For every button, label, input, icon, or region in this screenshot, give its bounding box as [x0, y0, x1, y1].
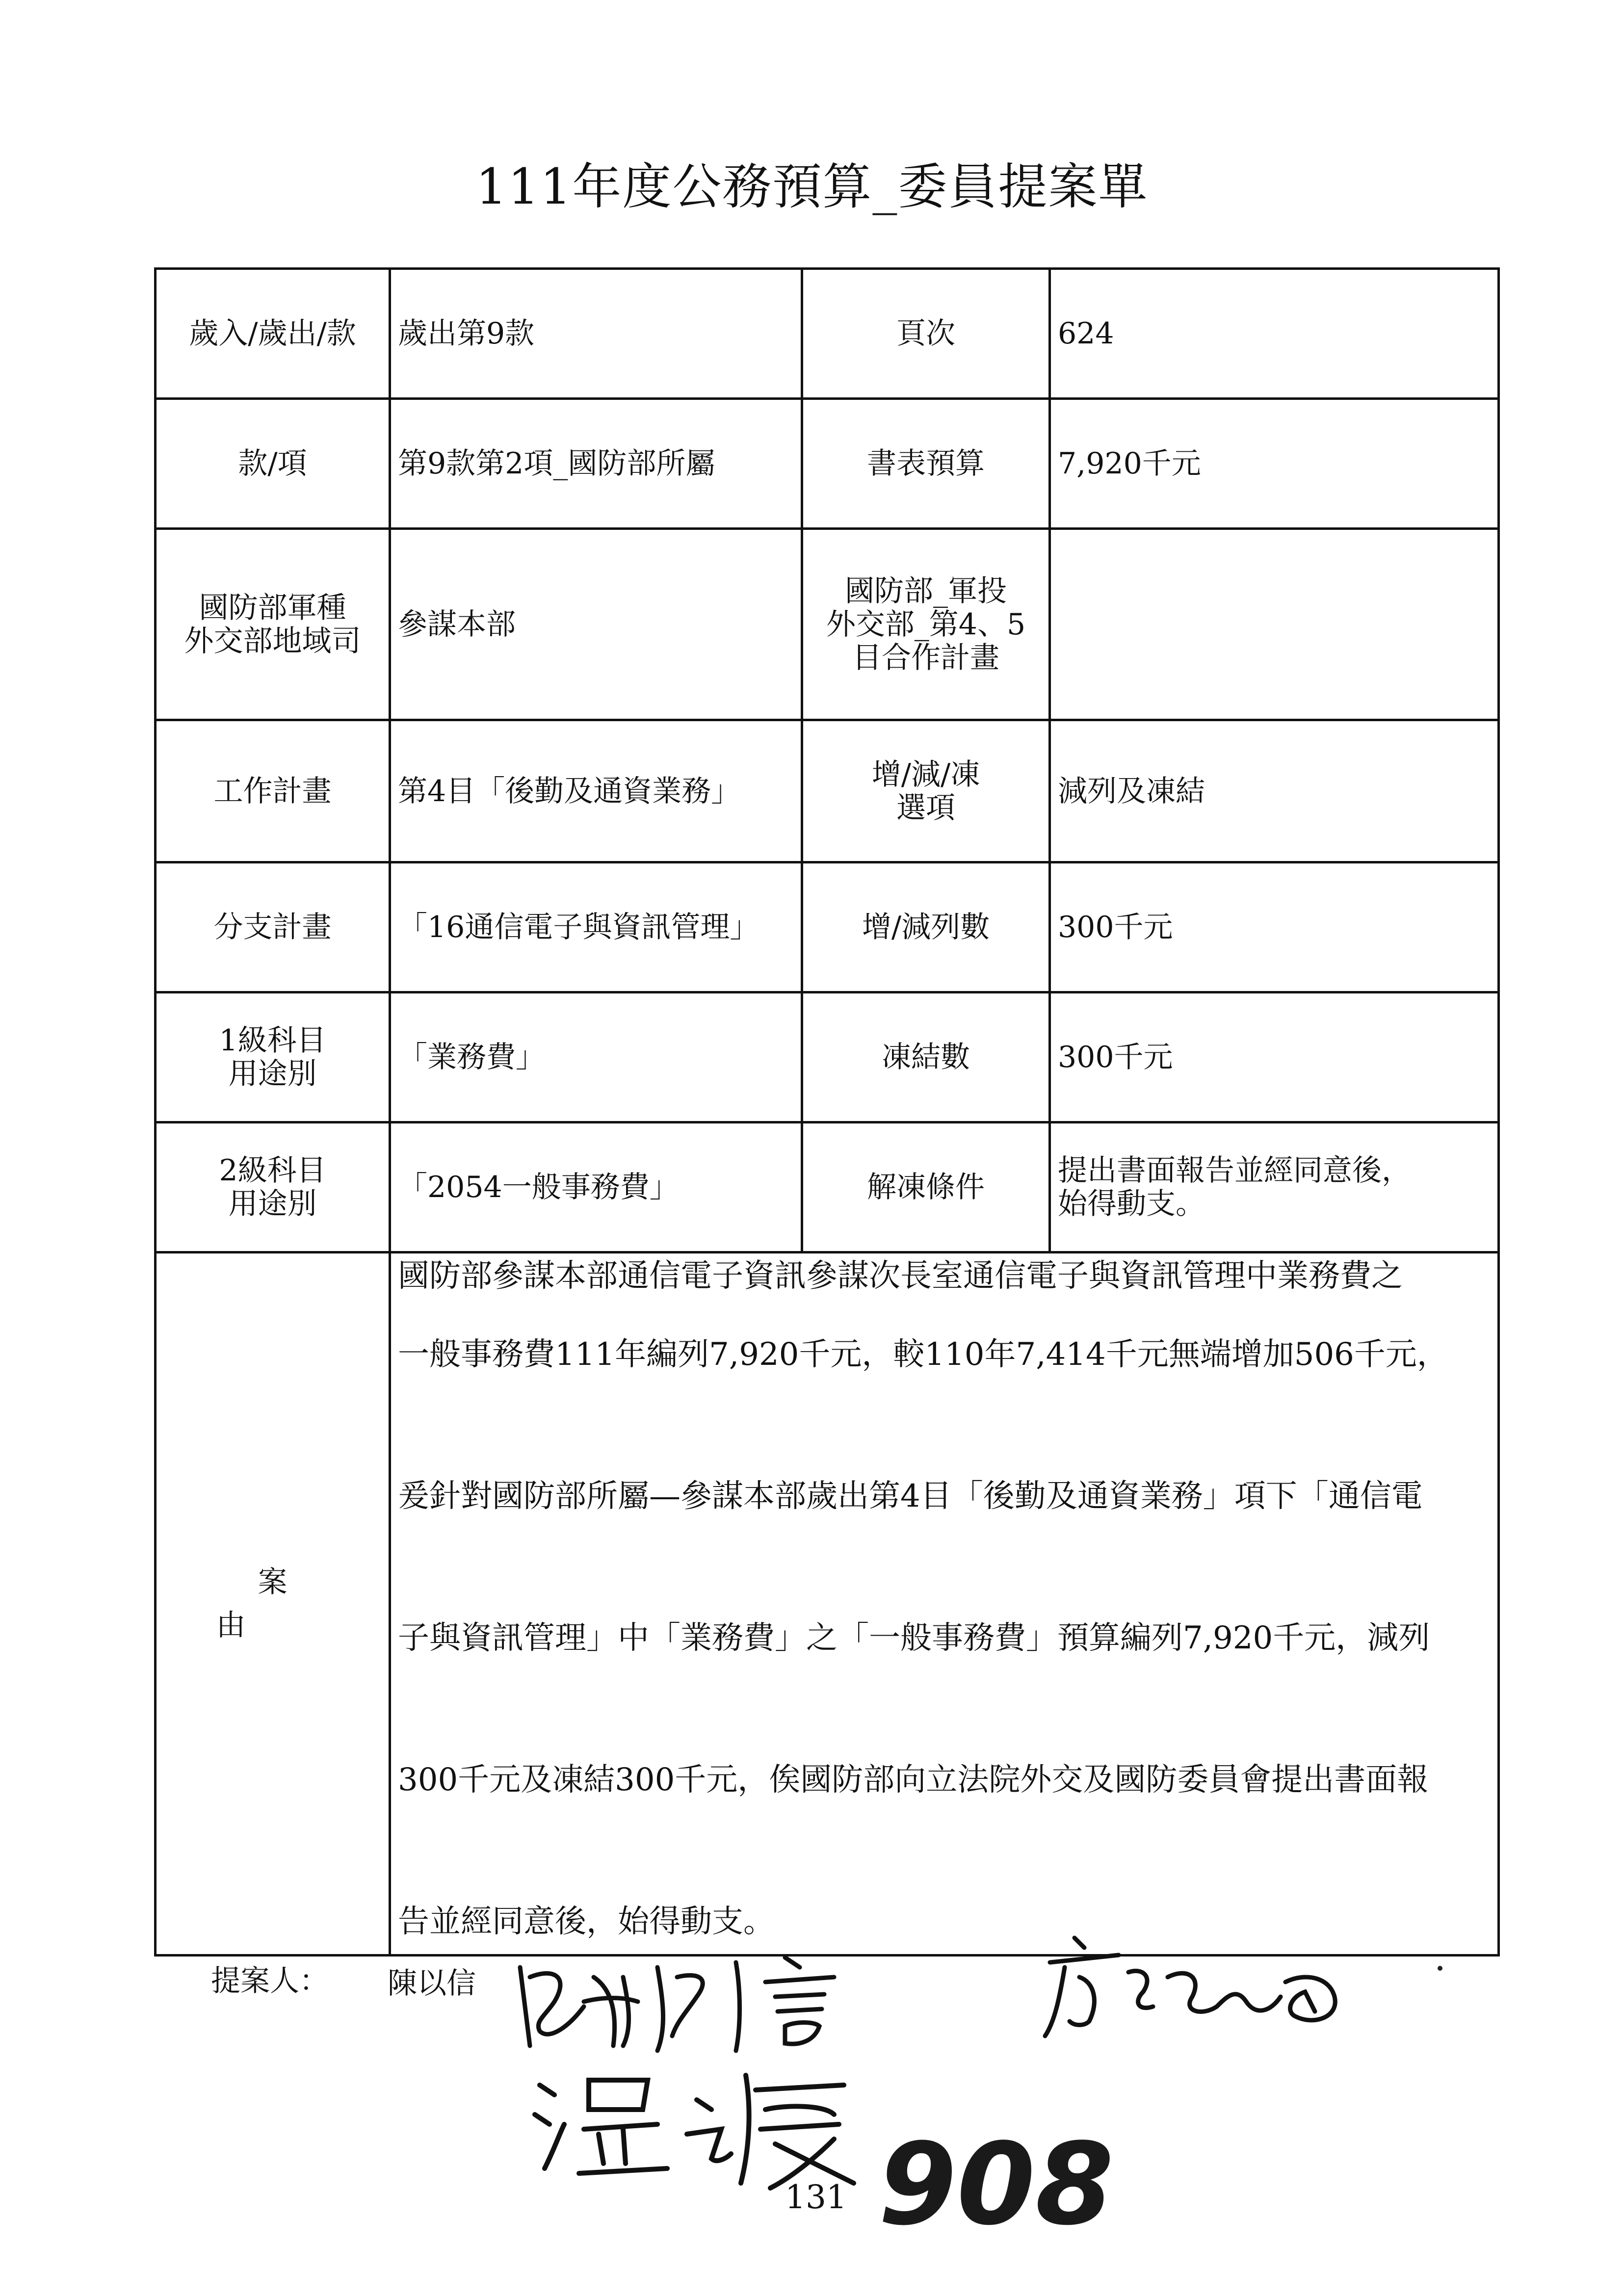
- form-row: [156, 720, 1499, 862]
- field-value: 第9款第2項_國防部所屬: [390, 399, 802, 529]
- field-label: 款/項: [156, 399, 390, 529]
- field-label: 分支計畫: [156, 862, 390, 992]
- case-line: 300千元及凍結300千元，俟國防部向立法院外交及國防委員會提出書面報: [398, 1762, 1429, 1798]
- field-value: 300千元: [1050, 992, 1499, 1122]
- case-row: [156, 1252, 1499, 1956]
- field-label: 增/減/凍 選項: [802, 720, 1050, 862]
- field-value: 300千元: [1050, 862, 1499, 992]
- case-label-text: 案由: [216, 1565, 371, 1643]
- field-label: 書表預算: [802, 399, 1050, 529]
- case-description: [390, 1252, 1499, 1956]
- case-line: 國防部參謀本部通信電子資訊參謀次長室通信電子與資訊管理中業務費之: [398, 1258, 1403, 1294]
- case-label: [156, 1252, 390, 1956]
- signature-2: [1040, 1928, 1354, 2041]
- field-value: 624: [1050, 269, 1499, 399]
- form-row: [156, 862, 1499, 992]
- form-row: [156, 269, 1499, 399]
- field-value: 7,920千元: [1050, 399, 1499, 529]
- document-title: 111年度公務預算_委員提案單: [475, 158, 1149, 215]
- page-number: 131: [785, 2178, 847, 2216]
- field-value: 減列及凍結: [1050, 720, 1499, 862]
- field-label: 2級科目 用途別: [156, 1122, 390, 1252]
- field-label: 凍結數: [802, 992, 1050, 1122]
- field-label: 解凍條件: [802, 1122, 1050, 1252]
- field-label: 頁次: [802, 269, 1050, 399]
- field-value: 「業務費」: [390, 992, 802, 1122]
- field-value: 「16通信電子與資訊管理」: [390, 862, 802, 992]
- case-line: 一般事務費111年編列7,920千元，較110年7,414千元無端增加506千元，: [398, 1336, 1448, 1373]
- case-line: 子與資訊管理」中「業務費」之「一般事務費」預算編列7,920千元，減列: [398, 1620, 1430, 1656]
- field-label: 1級科目 用途別: [156, 992, 390, 1122]
- field-value: 第4目「後勤及通資業務」: [390, 720, 802, 862]
- signature-3: [530, 2061, 883, 2198]
- case-line: 告並經同意後，始得動支。: [398, 1904, 775, 1940]
- form-row: [156, 992, 1499, 1122]
- proposer-label: 提案人：: [211, 1964, 329, 1998]
- proposer-name: 陳以信: [388, 1966, 476, 2001]
- signature-1: [510, 1948, 883, 2065]
- field-value: 提出書面報告並經同意後， 始得動支。: [1050, 1122, 1499, 1252]
- field-label: 工作計畫: [156, 720, 390, 862]
- field-label: 增/減列數: [802, 862, 1050, 992]
- proposal-form-table: [154, 267, 1500, 1957]
- field-value: 「2054一般事務費」: [390, 1122, 802, 1252]
- field-value: 歲出第9款: [390, 269, 802, 399]
- mark-dot: [1438, 1966, 1442, 1971]
- form-row: [156, 1122, 1499, 1252]
- form-row: [156, 529, 1499, 720]
- field-label: 國防部_軍投 外交部_第4、5 目合作計畫: [802, 529, 1050, 720]
- case-line: 爰針對國防部所屬—參謀本部歲出第4目「後勤及通資業務」項下「通信電: [398, 1478, 1423, 1514]
- field-value: [1050, 529, 1499, 720]
- field-label: 歲入/歲出/款: [156, 269, 390, 399]
- form-row: [156, 399, 1499, 529]
- field-value: 參謀本部: [390, 529, 802, 720]
- handwritten-number: 908: [878, 2119, 1114, 2250]
- field-label: 國防部軍種 外交部地域司: [156, 529, 390, 720]
